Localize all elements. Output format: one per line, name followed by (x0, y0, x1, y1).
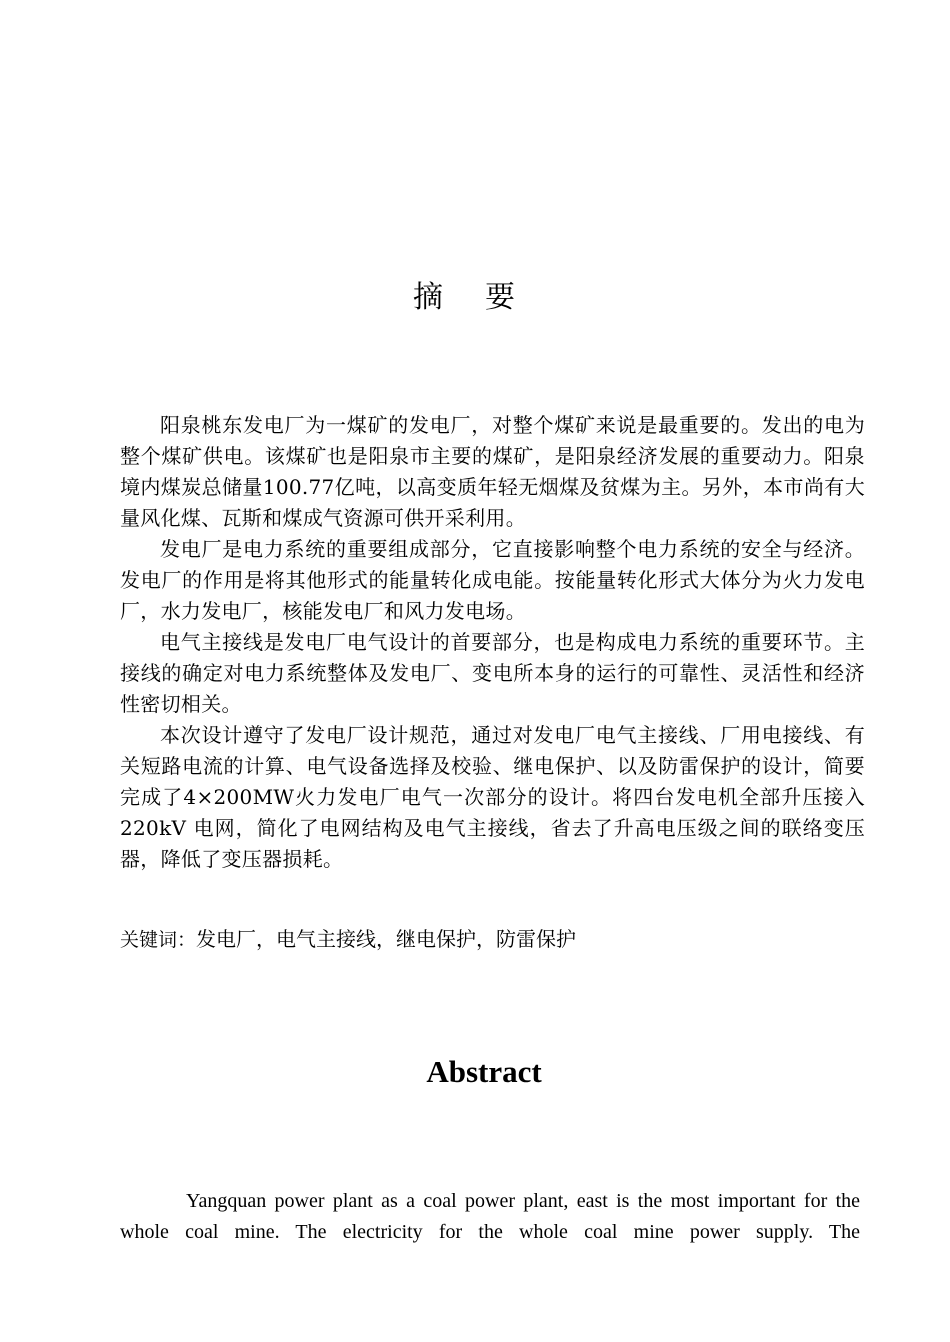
abstract-cn-paragraph: 发电厂是电力系统的重要组成部分，它直接影响整个电力系统的安全与经济。发电厂的作用是将其他形式的能量转化成电能。按能量转化形式大体分为火力发电厂，水力发电厂，核能发电厂和风力发电场。 (120, 537, 865, 623)
keywords-label: 关键词： (120, 929, 197, 951)
abstract-cn-paragraph: 本次设计遵守了发电厂设计规范，通过对发电厂电气主接线、厂用电接线、有关短路电流的计算、电气设备选择及校验、继电保护、以及防雷保护的设计，简要完成了4×200MW火力发电厂电气一次部分的设计。将四台发电机全部升压接入220kV 电网，简化了电网结构及电气主接线，省去了升高电压级之间的联络变压器，降低了变压器损耗。 (120, 723, 865, 871)
abstract-cn-paragraph: 电气主接线是发电厂电气设计的首要部分，也是构成电力系统的重要环节。主接线的确定对电力系统整体及发电厂、变电所本身的运行的可靠性、灵活性和经济性密切相关。 (120, 630, 865, 716)
keywords-line (120, 924, 865, 956)
abstract-en-title: Abstract (426, 1054, 542, 1089)
abstract-cn-paragraph: 阳泉桃东发电厂为一煤矿的发电厂，对整个煤矿来说是最重要的。发出的电为整个煤矿供电。该煤矿也是阳泉市主要的煤矿，是阳泉经济发展的重要动力。阳泉境内煤炭总储量100.77亿吨，以高变质年轻无烟煤及贫煤为主。另外，本市尚有大量风化煤、瓦斯和煤成气资源可供开采利用。 (120, 413, 865, 530)
abstract-cn-title: 摘要 (413, 280, 557, 315)
abstract-en-paragraph: Yangquan power plant as a coal power plant, east is the most important for the whole coal mine. The electricity for the whole coal mine power supply. The (120, 1190, 860, 1243)
abstract-cn-body (120, 410, 865, 875)
abstract-en-body (120, 1186, 860, 1248)
keywords-text: 发电厂，电气主接线，继电保护，防雷保护 (196, 927, 577, 951)
